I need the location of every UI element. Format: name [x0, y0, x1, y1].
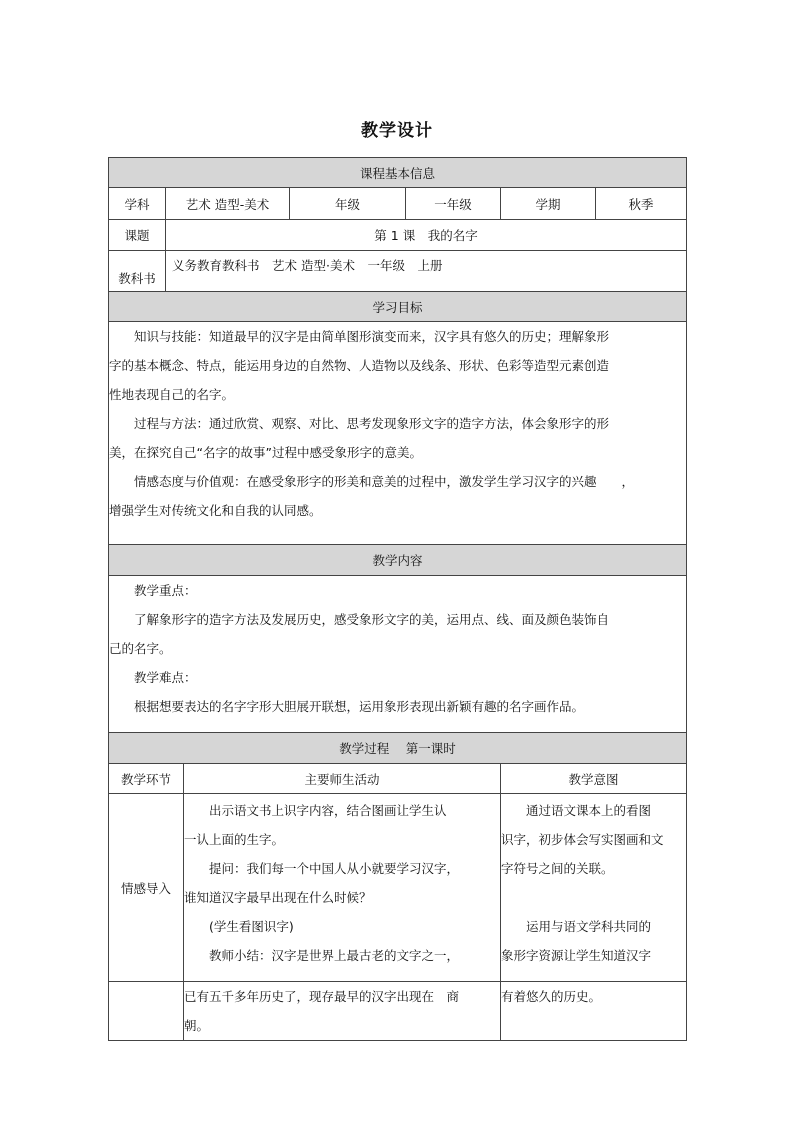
knowledge-line-1: 知识与技能：知道最早的汉字是由简单图形演变而来，汉字具有悠久的历史；理解象形: [134, 329, 610, 344]
knowledge-line-3: 性地表现自己的名字。: [109, 387, 235, 402]
basic-info-header: 课程基本信息: [109, 158, 687, 188]
process-line-1: 过程与方法：通过欣赏、观察、对比、思考发现象形文字的造字方法，体会象形字的形: [134, 416, 610, 431]
stage-emotion-intro: 情感导入: [109, 794, 184, 982]
intent-line-3: 字符号之间的关联。: [501, 861, 614, 876]
process-header: 教学过程 第一课时: [109, 733, 687, 764]
continuation-intent: [501, 982, 687, 1041]
difficulty-line-1: 根据想要表达的名字字形大胆展开联想，运用象形表现出新颖有趣的名字画作品。: [134, 699, 585, 714]
stage-1-intent: [501, 794, 687, 982]
topic-value: 第 1 课 我的名字: [166, 220, 687, 251]
intent-line-5: 象形字资源让学生知道汉字: [501, 948, 652, 963]
topic-label: 课题: [109, 220, 166, 251]
activity-line-6: 教师小结：汉字是世界上最古老的文字之一，: [209, 948, 460, 963]
key-point-label: 教学重点：: [134, 583, 197, 598]
key-point-line-1: 了解象形字的造字方法及发展历史，感受象形文字的美，运用点、线、面及颜色装饰自: [134, 612, 610, 627]
activity-line-2: 一认上面的生字。: [184, 832, 285, 847]
continuation-activity: [184, 982, 501, 1041]
process-line-2: 美，在探究自己“名字的故事”过程中感受象形字的意美。: [109, 445, 422, 460]
textbook-value: 义务教育教科书 艺术 造型·美术 一年级 上册: [166, 251, 687, 292]
grade-label: 年级: [290, 188, 406, 220]
term-value: 秋季: [596, 188, 687, 220]
knowledge-line-2: 字的基本概念、特点，能运用身边的自然物、人造物以及线条、形状、色彩等造型元素创造: [109, 358, 610, 373]
difficulty-label: 教学难点：: [134, 670, 197, 685]
stage-1-activity: [184, 794, 501, 982]
lesson-design-table: [108, 157, 687, 1041]
activity-line-3: 提问：我们每一个中国人从小就要学习汉字，: [209, 861, 460, 876]
term-label: 学期: [501, 188, 596, 220]
content-body: [109, 576, 687, 733]
col-intent-header: 教学意图: [501, 764, 687, 794]
subject-value: 艺术 造型-美术: [166, 188, 290, 220]
emotion-line-2: 增强学生对传统文化和自我的认同感。: [109, 503, 322, 518]
cont-intent-line-1: 有着悠久的历史。: [501, 989, 602, 1004]
intent-line-2: 识字，初步体会写实图画和文: [501, 832, 664, 847]
activity-line-5: (学生看图识字): [209, 919, 294, 934]
content-header: 教学内容: [109, 545, 687, 576]
cont-activity-line-1: 已有五千多年历史了，现存最早的汉字出现在 商: [184, 989, 460, 1004]
grade-value: 一年级: [406, 188, 501, 220]
col-activity-header: 主要师生活动: [184, 764, 501, 794]
emotion-line-1: 情感态度与价值观：在感受象形字的形美和意美的过程中，激发学生学习汉字的兴趣 ，: [134, 474, 635, 489]
stage-continuation-cell: [109, 982, 184, 1041]
document-title: 教学设计: [361, 121, 433, 141]
subject-label: 学科: [109, 188, 166, 220]
cont-activity-line-2: 朝。: [184, 1018, 210, 1033]
textbook-label: 教科书: [109, 251, 166, 292]
objectives-body: [109, 322, 687, 545]
col-stage-header: 教学环节: [109, 764, 184, 794]
key-point-line-2: 己的名字。: [109, 641, 172, 656]
intent-line-4: 运用与语文学科共同的: [526, 919, 652, 934]
activity-line-1: 出示语文书上识字内容，结合图画让学生认: [209, 803, 447, 818]
activity-line-4: 谁知道汉字最早出现在什么时候？: [184, 890, 372, 905]
objectives-header: 学习目标: [109, 292, 687, 322]
intent-line-1: 通过语文课本上的看图: [526, 803, 652, 818]
